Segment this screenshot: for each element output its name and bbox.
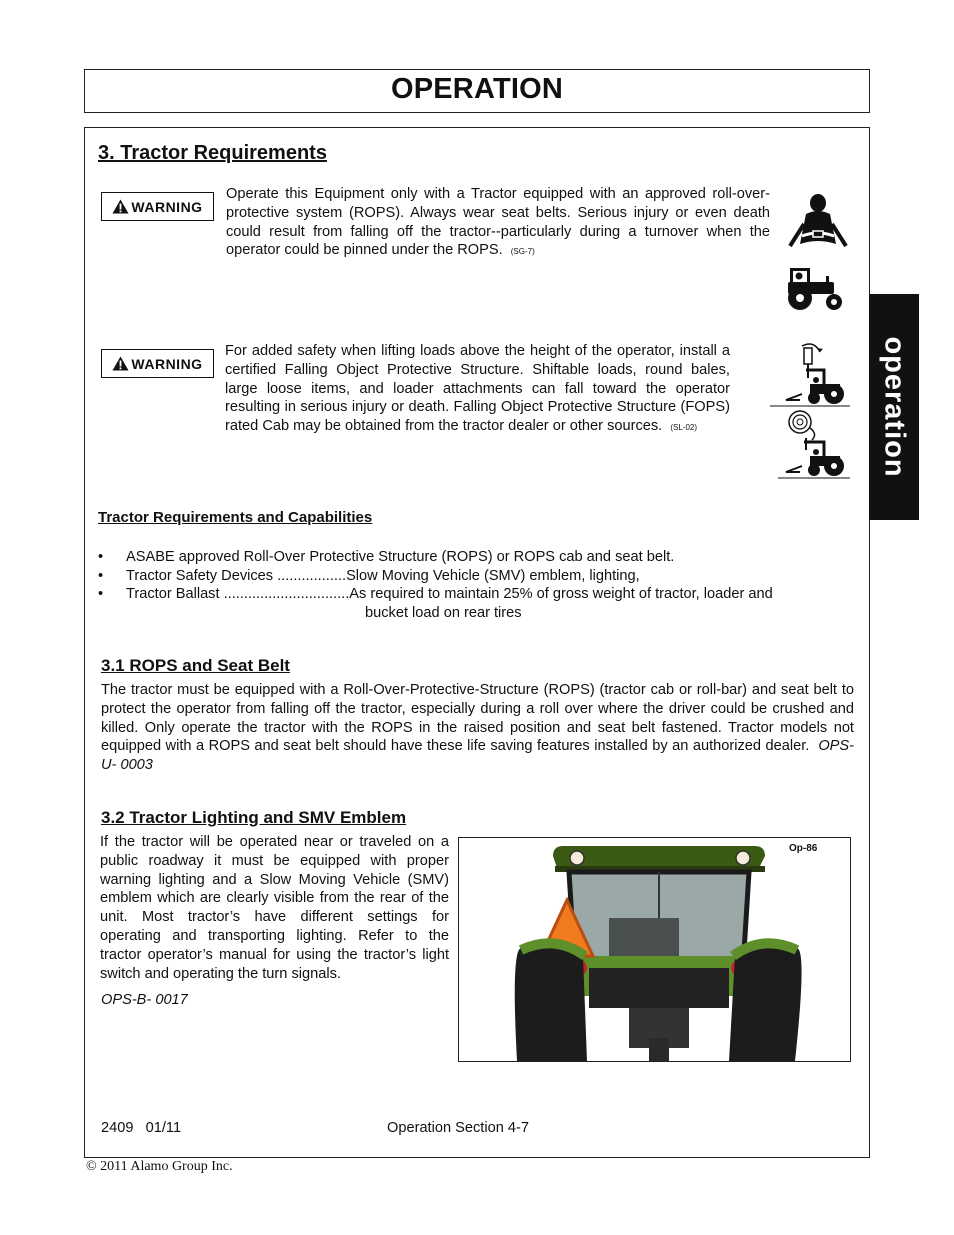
rops-text: The tractor must be equipped with a Roll-Over-Protective-Structure (ROPS) (tractor cab or roll-bar) and seat belt to protect the operator from falling off the tractor, especially during a roll over where the driver could be crushed and killed. Only operate the tractor with the ROPS in the raised position and seat belt fastened. Tractor models not equipped with a ROPS and seat belt should have these life saving features installed by an authorized dealer. OPS-U- 0003: [101, 682, 854, 774]
lighting-code: OPS-B- 0017: [101, 992, 188, 1008]
page-title: OPERATION: [390, 73, 564, 105]
seat-belt-icon: [788, 194, 848, 250]
page-section: Operation Section 4-7: [387, 1120, 529, 1136]
list-item: • Tractor Safety Devices .................Slow Moving Vehicle (SMV) emblem, lighting,: [98, 568, 640, 584]
rops-title: 3.1 ROPS and Seat Belt: [101, 656, 290, 675]
warning-badge: [101, 192, 214, 221]
tractor-rear-image: [459, 838, 850, 1061]
copyright: © 2011 Alamo Group Inc.: [86, 1159, 233, 1174]
rops-tractor-icon: [784, 264, 848, 312]
warning-badge: [101, 349, 214, 378]
warning-code: (SL-02): [670, 423, 698, 433]
photo-label: Op-86: [789, 843, 818, 854]
lighting-title: 3.2 Tractor Lighting and SMV Emblem: [101, 808, 407, 827]
list-item-continuation: bucket load on rear tires: [365, 605, 522, 621]
warning-badge-label: WARNING: [131, 198, 203, 215]
side-tab-label: operation: [878, 336, 911, 478]
list-item: • ASABE approved Roll-Over Protective Structure (ROPS) or ROPS cab and seat belt.: [98, 549, 675, 565]
lighting-text: If the tractor will be operated near or traveled on a public roadway it must be equipped with proper warning lighting and a Slow Moving Vehicle (SMV) emblem which are clearly visible from the rear of the unit. Most tractor’s have different settings for operating and transporting lighting. Refer to the tractor operator’s manual for using the tractor’s light switch and operating the turn signals.: [100, 834, 449, 982]
warning-text: Operate this Equipment only with a Tractor equipped with an approved roll-over-protective system (ROPS). Always wear seat belts. Serious injury or even death could result from falling off the tractor--particularly during a turnover when the operator could be pinned under the ROPS. (SG-7): [226, 186, 770, 259]
warning-text: For added safety when lifting loads above the height of the operator, install a certified Falling Object Protective Structure. Shiftable loads, round bales, large loose items, and loader attachments can fall toward the operator resulting in serious injury or death. Falling Object Protective Structure (FOPS) rated Cab may be obtained from the tractor dealer or other sources. (SL-02): [225, 343, 730, 435]
rops-code: OPS-U- 0003: [101, 738, 854, 774]
capabilities-title: Tractor Requirements and Capabilities: [98, 509, 373, 526]
section-title: 3. Tractor Requirements: [98, 142, 327, 164]
list-item: • Tractor Ballast ...............................As required to maintain 25% of gross weight of tractor, loader and: [98, 586, 773, 602]
falling-load-icon: [768, 340, 852, 410]
warning-triangle-icon: [112, 356, 129, 371]
doc-number: 2409 01/11: [101, 1120, 182, 1136]
warning-triangle-icon: [112, 199, 129, 214]
warning-badge-label: WARNING: [131, 355, 203, 372]
falling-bale-icon: [778, 408, 852, 480]
tractor-photo: [458, 837, 851, 1062]
warning-code: (SG-7): [510, 247, 535, 257]
side-tab: [869, 294, 919, 520]
